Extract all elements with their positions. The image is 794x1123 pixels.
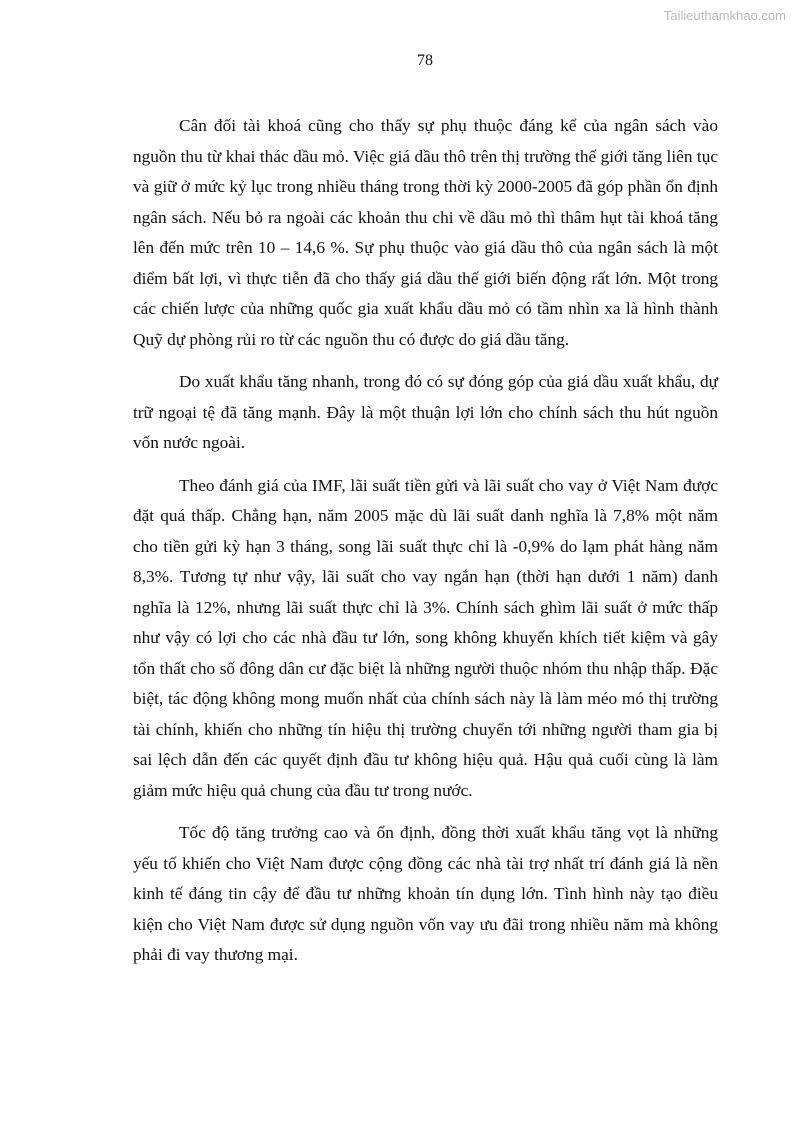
watermark: Tailieuthamkhao.com bbox=[663, 8, 786, 23]
paragraph-interest-rates: Theo đánh giá của IMF, lãi suất tiền gửi và lãi suất cho vay ở Việt Nam được đặt quá thấp. Chẳng hạn, năm 2005 mặc dù lãi suất danh nghĩa là 7,8% một năm cho tiền gửi kỳ hạn 3 tháng, song lãi suất thực chỉ là -0,9% do lạm phát hàng năm 8,3%. Tương tự như vậy, lãi suất cho vay ngắn hạn (thời hạn dưới 1 năm) danh nghĩa là 12%, nhưng lãi suất thực chỉ là 3%. Chính sách ghìm lãi suất ở mức thấp như vậy có lợi cho các nhà đầu tư lớn, song không khuyến khích tiết kiệm và gây tổn thất cho số đông dân cư đặc biệt là những người thuộc nhóm thu nhập thấp. Đặc biệt, tác động không mong muốn nhất của chính sách này là làm méo mó thị trường tài chính, khiến cho những tín hiệu thị trường chuyển tới những người tham gia bị sai lệch dẫn đến các quyết định đầu tư không hiệu quả. Hậu quả cuối cùng là làm giảm mức hiệu quả chung của đầu tư trong nước. bbox=[133, 475, 718, 800]
paragraph-foreign-reserves: Do xuất khẩu tăng nhanh, trong đó có sự đóng góp của giá dầu xuất khẩu, dự trữ ngoại tệ đã tăng mạnh. Đây là một thuận lợi lớn cho chính sách thu hút nguồn vốn nước ngoài. bbox=[133, 372, 718, 452]
paragraph-growth-credit: Tốc độ tăng trưởng cao và ổn định, đồng thời xuất khẩu tăng vọt là những yếu tố khiến cho Việt Nam được cộng đồng các nhà tài trợ nhất trí đánh giá là nền kinh tế đáng tin cậy để đầu tư những khoản tín dụng lớn. Tình hình này tạo điều kiện cho Việt Nam được sử dụng nguồn vốn vay ưu đãi trong nhiều năm mà không phải đi vay thương mại. bbox=[133, 823, 718, 964]
paragraph-fiscal-balance: Cân đối tài khoá cũng cho thấy sự phụ thuộc đáng kể của ngân sách vào nguồn thu từ khai thác dầu mỏ. Việc giá dầu thô trên thị trường thế giới tăng liên tục và giữ ở mức kỷ lục trong nhiều tháng trong thời kỳ 2000-2005 đã góp phần ổn định ngân sách. Nếu bỏ ra ngoài các khoản thu chi về dầu mỏ thì thâm hụt tài khoá tăng lên đến mức trên 10 – 14,6 %. Sự phụ thuộc vào giá dầu thô của ngân sách là một điểm bất lợi, vì thực tiễn đã cho thấy giá dầu thế giới biến động rất lớn. Một trong các chiến lược của những quốc gia xuất khẩu dầu mỏ có tầm nhìn xa là hình thành Quỹ dự phòng rủi ro từ các nguồn thu có được do giá dầu tăng. bbox=[133, 116, 718, 349]
page-number: 78 bbox=[417, 52, 433, 69]
document-body bbox=[133, 111, 718, 983]
